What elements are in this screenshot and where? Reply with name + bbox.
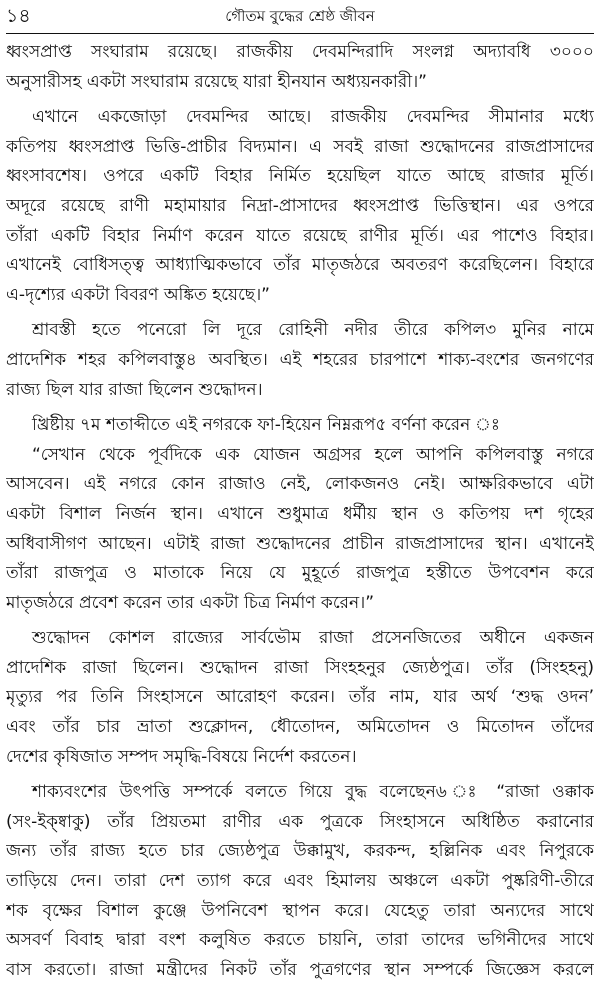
body-text — [6, 38, 594, 985]
page-header — [6, 4, 594, 32]
text-line: এবং তাঁর চার ভ্রাতা শুক্লোদন, ধৌতোদন, অমিতোদন ও মিতোদন তাঁদের — [6, 717, 594, 738]
text-line: মৃত্যুর পর তিনি সিংহাসনে আরোহণ করেন। তাঁর নাম, যার অর্থ ‘শুদ্ধ ওদন’ — [6, 687, 594, 708]
paragraph-4 — [6, 411, 594, 618]
paragraph-3 — [6, 316, 594, 405]
paragraph-2 — [6, 103, 594, 310]
text-line: (সং-ইক্ষ্বাকু) তাঁর প্রিয়তমা রাণীর এক পুত্রকে সিংহাসনে অধিষ্ঠিত করানোর — [6, 811, 594, 832]
text-line: তাঁরা রাজপুত্র ও মাতাকে নিয়ে যে মুহূর্তে রাজপুত্র হস্তীতে উপবেশন করে — [6, 563, 594, 584]
header-rule — [6, 33, 594, 34]
text-line: অধিবাসীগণ আছেন। এটাই রাজা শুদ্ধোদনের প্রাচীন রাজপ্রাসাদের স্থান। এখানেই — [6, 533, 594, 554]
text-line: শাক্যবংশের উৎপত্তি সম্পর্কে বলতে গিয়ে বুদ্ধ বলেছেন৬ ঃ “রাজা ওক্কাক — [32, 782, 594, 803]
text-line: কতিপয় ধ্বংসপ্রাপ্ত ভিত্তি-প্রাচীর বিদ্যমান। এ সবই রাজা শুদ্ধোদনের রাজপ্রাসাদের — [6, 136, 594, 157]
text-line: রাজ্য ছিল যার রাজা ছিলেন শুদ্ধোদন। — [6, 379, 263, 400]
text-line: আসবেন। এই নগরে কোন রাজাও নেই, লোকজনও নেই। আক্ষরিকভাবে এটা — [6, 474, 594, 495]
text-line: অনুসারীসহ একটা সংঘারাম রয়েছে যারা হীনযান অধ্যয়নকারী।” — [6, 71, 427, 92]
text-line: জন্য তাঁর রাজ্য হতে চার জ্যেষ্ঠপুত্র উক্কামুখ, করকন্দ, হল্লিনিক এবং নিপুরকে — [6, 841, 594, 862]
text-line: দেশের কৃষিজাত সম্পদ সমৃদ্ধি-বিষয়ে নির্দেশ করতেন। — [6, 746, 357, 767]
text-line: এখানেই বোধিসত্ত্ব আধ্যাত্মিকভাবে তাঁর মাতৃজঠরে অবতরণ করেছিলেন। বিহারে — [6, 255, 594, 276]
text-line: শক বৃক্ষের বিশাল কুঞ্জে উপনিবেশ স্থাপন করে। যেহেতু তারা অন্যদের সাথে — [6, 900, 594, 921]
text-line: শ্রাবস্তী হতে পনেরো লি দূরে রোহিনী নদীর তীরে কপিল৩ মুনির নামে — [32, 320, 594, 341]
text-line: প্রাদেশিক রাজা ছিলেন। শুদ্ধোদন রাজা সিংহহনুর জ্যেষ্ঠপুত্র। তাঁর (সিংহহনু) — [6, 657, 594, 678]
text-line: খ্রিষ্টীয় ৭ম শতাব্দীতে এই নগরকে ফা-হিয়েন নিম্নরূপ৫ বর্ণনা করেন ঃ — [32, 415, 500, 436]
text-line: মাতৃজঠরে প্রবেশ করেন তার একটা চিত্র নির্মাণ করেন।” — [6, 592, 375, 613]
running-title: গৌতম বুদ্ধের শ্রেষ্ঠ জীবন — [225, 7, 375, 25]
text-line: তাঁরা একটি বিহার নির্মাণ করেন যাতে রয়েছে রাণীর মূর্তি। এর পাশেও বিহার। — [6, 225, 594, 246]
page-number: ১৪ — [6, 5, 31, 27]
text-line: ধ্বংসাবশেষ। ওপরে একটি বিহার নির্মিত হয়েছিল যাতে আছে রাজার মূর্তি। — [6, 166, 594, 187]
text-line: “সেখান থেকে পূর্বদিকে এক যোজন অগ্রসর হলে আপনি কপিলবাস্তু নগরে — [32, 444, 594, 465]
paragraph-5 — [6, 624, 594, 772]
text-line: এখানে একজোড়া দেবমন্দির আছে। রাজকীয় দেবমন্দির সীমানার মধ্যে — [32, 107, 594, 128]
text-line: শুদ্ধোদন কোশল রাজ্যের সার্বভৌম রাজা প্রসেনজিতের অধীনে একজন — [32, 628, 594, 649]
text-line: ধ্বংসপ্রাপ্ত সংঘারাম রয়েছে। রাজকীয় দেবমন্দিরাদি সংলগ্ন অদ্যাবধি ৩০০০ — [6, 42, 594, 62]
paragraph-6 — [6, 778, 594, 985]
text-line: অসবর্ণ বিবাহ দ্বারা বংশ কলুষিত করতে চায়নি, তারা তাদের ভগিনীদের সাথে — [6, 930, 594, 951]
text-line: অদূরে রয়েছে রাণী মহামায়ার নিদ্রা-প্রাসাদের ধ্বংসপ্রাপ্ত ভিত্তিস্থান। এর ওপরে — [6, 195, 594, 216]
text-line: এ-দৃশ্যের একটা বিবরণ অঙ্কিত হয়েছে।” — [6, 284, 270, 305]
text-line: বাস করতো। রাজা মন্ত্রীদের নিকট তাঁর পুত্রগণের স্থান সম্পর্কে জিজ্ঞেস করলে — [6, 959, 594, 980]
text-line: একটা বিশাল নির্জন স্থান। এখানে শুধুমাত্র ধর্মীয় স্থান ও কতিপয় দশ গৃহের — [6, 503, 594, 524]
text-line: প্রাদেশিক শহর কপিলবাস্তু৪ অবস্থিত। এই শহরের চারপাশে শাক্য-বংশের জনগণের — [6, 349, 594, 370]
text-line: তাড়িয়ে দেন। তারা দেশ ত্যাগ করে এবং হিমালয় অঞ্চলে একটা পুষ্করিণী-তীরে — [6, 871, 594, 892]
paragraph-1 — [6, 38, 594, 97]
